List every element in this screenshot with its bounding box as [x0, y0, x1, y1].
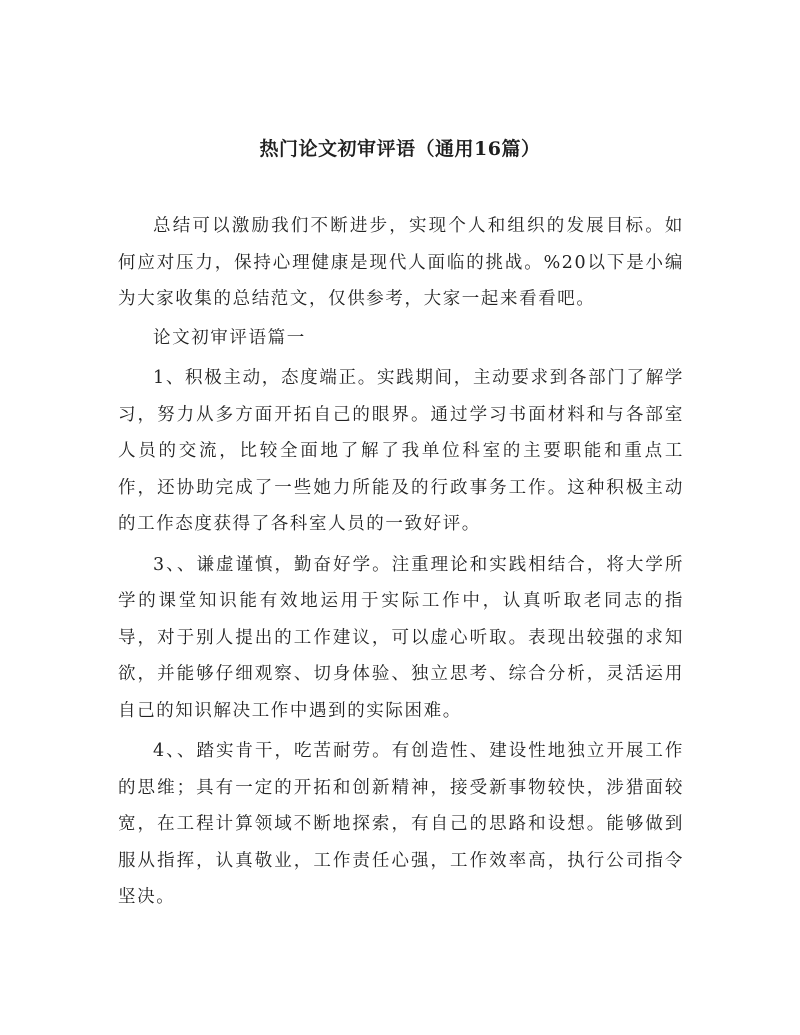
document-body — [118, 208, 684, 916]
comment-paragraph-4: 4、、踏实肯干，吃苦耐劳。有创造性、建设性地独立开展工作的思维；具有一定的开拓和创新精神，接受新事物较快，涉猎面较宽，在工程计算领域不断地探索，有自己的思路和设想。能够做到服从指挥，认真敬业，工作责任心强，工作效率高，执行公司指令坚决。 — [118, 741, 684, 907]
comment-paragraph-3: 3、、谦虚谨慎，勤奋好学。注重理论和实践相结合，将大学所学的课堂知识能有效地运用于实际工作中，认真听取老同志的指导，对于别人提出的工作建议，可以虚心听取。表现出较强的求知欲，并能够仔细观察、切身体验、独立思考、综合分析，灵活运用自己的知识解决工作中遇到的实际困难。 — [118, 554, 684, 721]
intro-paragraph: 总结可以激励我们不断进步，实现个人和组织的发展目标。如何应对压力，保持心理健康是现代人面临的挑战。%20以下是小编为大家收集的总结范文，仅供参考，大家一起来看看吧。 — [118, 216, 684, 309]
document-title: 热门论文初审评语（通用16篇） — [259, 138, 541, 160]
comment-paragraph-1: 1、积极主动，态度端正。实践期间，主动要求到各部门了解学习，努力从多方面开拓自己的眼界。通过学习书面材料和与各部室人员的交流，比较全面地了解了我单位科室的主要职能和重点工作，还协助完成了一些她力所能及的行政事务工作。这种积极主动的工作态度获得了各科室人员的一致好评。 — [118, 368, 684, 534]
section-heading: 论文初审评语篇一 — [153, 327, 306, 348]
